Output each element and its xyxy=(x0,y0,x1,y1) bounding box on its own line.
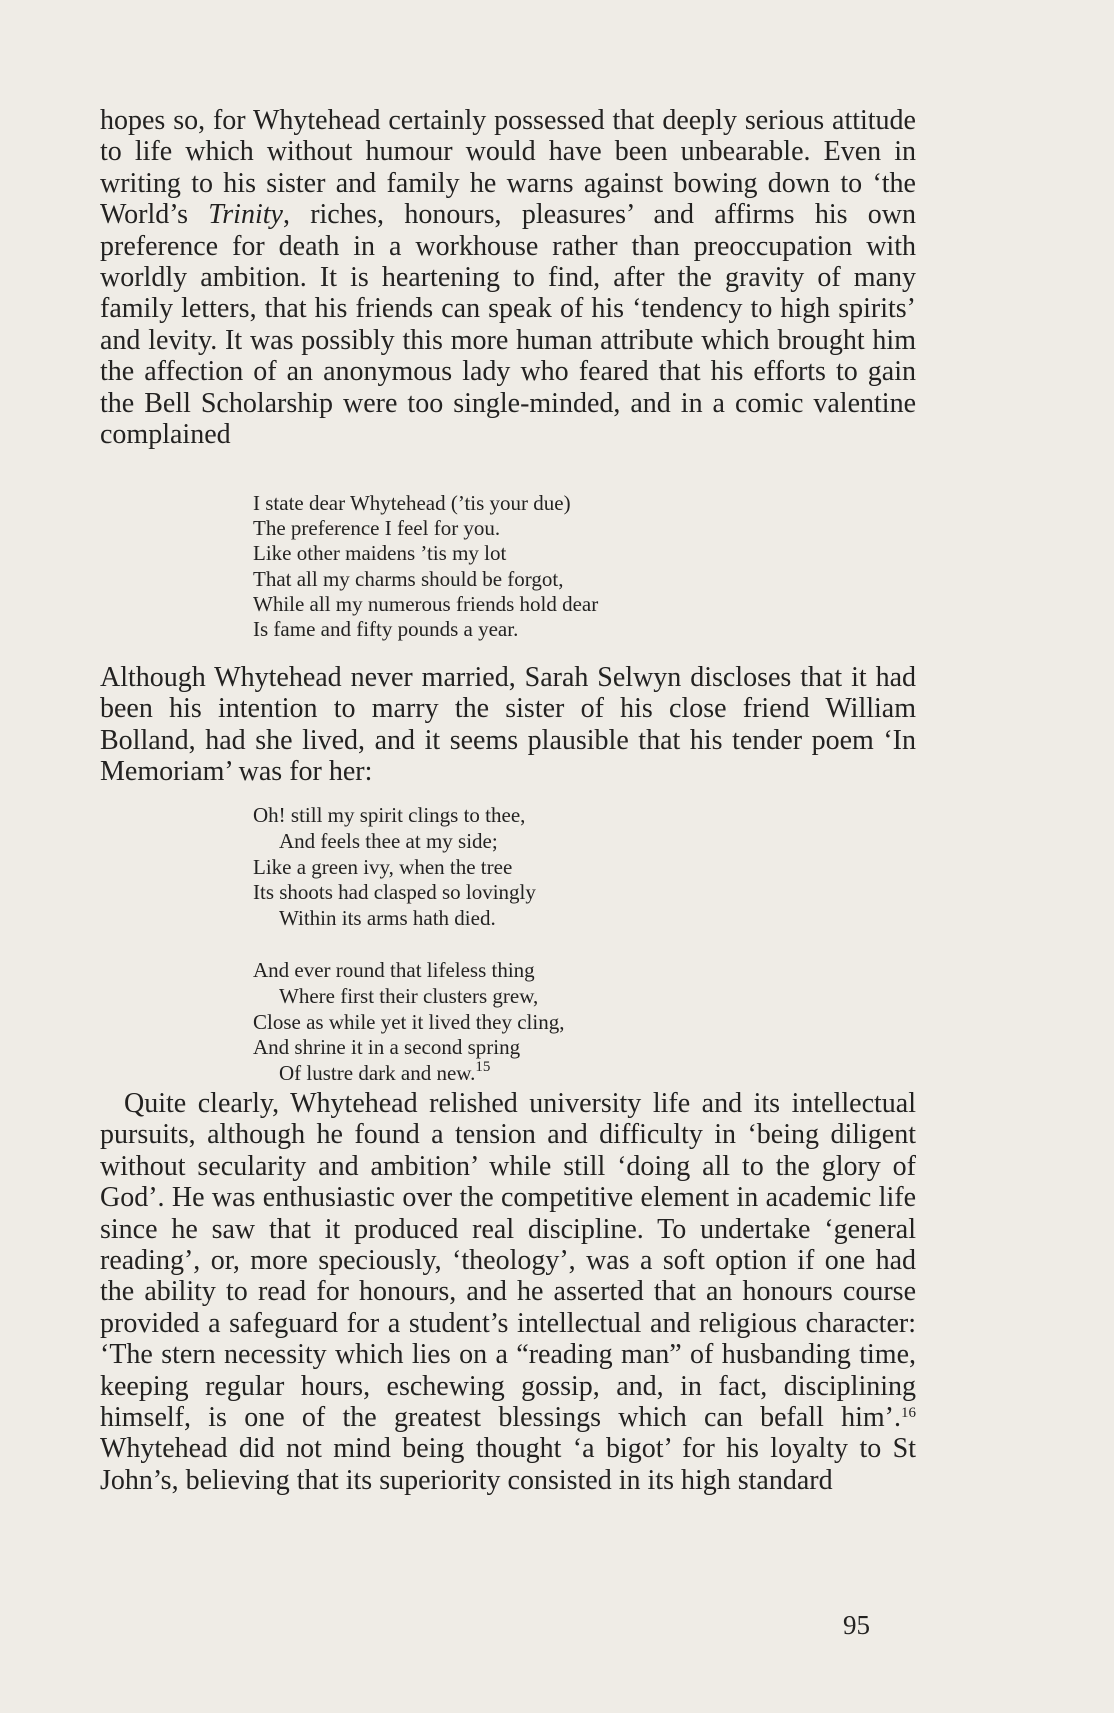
verse-line: Like a green ivy, when the tree xyxy=(253,854,513,879)
footnote-ref-16: 16 xyxy=(901,1405,916,1422)
footnote-ref-15: 15 xyxy=(475,1059,491,1076)
verse-line: Its shoots had clasped so lovingly xyxy=(253,880,536,905)
stanza-break xyxy=(253,932,853,958)
verse-line: Oh! still my spirit clings to thee, xyxy=(253,803,526,827)
verse-line: Where first their clusters grew, xyxy=(279,983,539,1008)
valentine-verse xyxy=(253,491,853,642)
verse-line: The preference I feel for you. xyxy=(253,516,501,541)
verse-line: That all my charms should be forgot, xyxy=(253,566,564,591)
paragraph-university-life: Quite clearly, Whytehead relished university life and its intellectual pursuits, although he found a tension and difficulty in ‘being diligent without secularity and ambition’ while still ‘doing all to the glory of God’. He was enthusiastic over the competitive element in academic life since he saw that it produced real discipline. To undertake ‘general reading’, or, more speciously, ‘theology’, was a soft option if one had the ability to read for honours, and he asserted that an honours course provided a safeguard for a student’s intellectual and religious character: ‘The stern necessity which lies on a “reading man” of husbanding time, keeping regular hours, eschewing gossip, and, in fact, disciplining himself, is one of the greatest blessings which can befall him’.$^{16}$ Whytehead did not mind being thought ‘a bigot’ for his loyalty to St John’s, believing that its superiority consisted in its high standard xyxy=(100,1088,916,1496)
verse-line: And ever round that lifeless thing xyxy=(253,957,535,982)
verse-line: Within its arms hath died. xyxy=(279,906,496,931)
verse-line: While all my numerous friends hold dear xyxy=(253,591,599,616)
paragraph-never-married: Although Whytehead never married, Sarah Selwyn discloses that it had been his intention to marry the sister of his close friend William Bolland, had she lived, and it seems plausible that his tender poem ‘In Memoriam’ was for her: xyxy=(100,662,916,788)
page-number: 95 xyxy=(843,1610,870,1640)
verse-line: Of lustre dark and new.$^{15}$ xyxy=(279,1059,491,1086)
verse-line: And feels thee at my side; xyxy=(279,828,498,853)
italic-word: Trinity xyxy=(208,199,283,231)
in-memoriam-verse xyxy=(253,803,853,1087)
verse-line: Close as while yet it lived they cling, xyxy=(253,1009,565,1034)
paragraph-whytehead-attitude: hopes so, for Whytehead certainly possessed that deeply serious attitude to life which without humour would have been unbearable. Even in writing to his sister and family he warns against bowing down to ‘the World’s Trinity, riches, honours, pleasures’ and affirms his own preference for death in a workhouse rather than preoccupation with worldly ambition. It is heartening to find, after the gravity of many family letters, that his friends can speak of his ‘tendency to high spirits’ and levity. It was possibly this more human attribute which brought him the affection of an anonymous lady who feared that his efforts to gain the Bell Scholarship were too single-minded, and in a comic valentine complained xyxy=(100,105,916,451)
verse-line: And shrine it in a second spring xyxy=(253,1035,521,1060)
verse-line: Like other maidens ’tis my lot xyxy=(253,541,507,566)
verse-line: I state dear Whytehead (’tis your due) xyxy=(253,491,571,515)
verse-line: Is fame and fifty pounds a year. xyxy=(253,617,519,642)
